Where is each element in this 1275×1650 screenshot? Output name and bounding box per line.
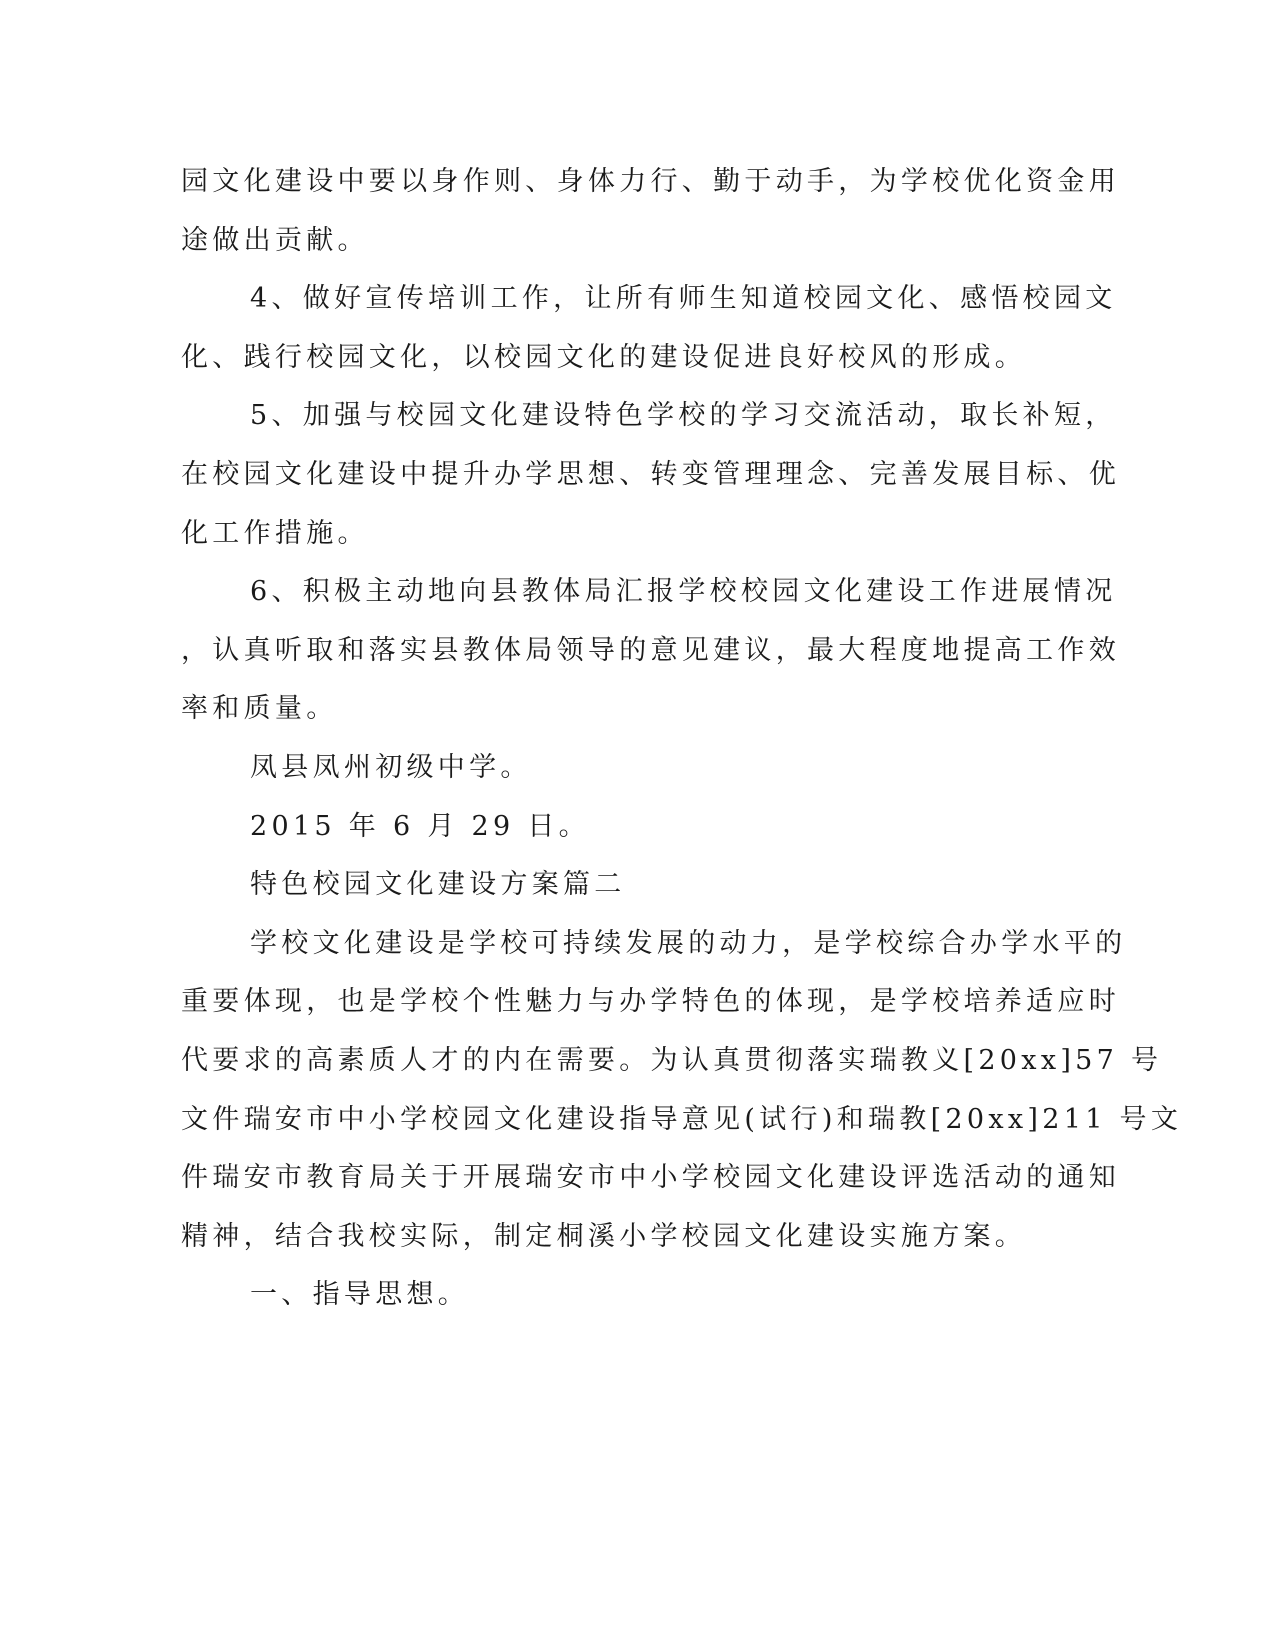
paragraph-line: 园文化建设中要以身作则、身体力行、勤于动手，为学校优化资金用: [181, 166, 1120, 197]
paragraph-line: 学校文化建设是学校可持续发展的动力，是学校综合办学水平的: [250, 928, 1127, 959]
paragraph-line: 文件瑞安市中小学校园文化建设指导意见(试行)和瑞教[20xx]211 号文: [181, 1104, 1183, 1135]
signature-organization: 凤县凤州初级中学。: [250, 752, 532, 783]
paragraph-line: 5、加强与校园文化建设特色学校的学习交流活动，取长补短，: [250, 400, 1117, 431]
paragraph-line: 精神，结合我校实际，制定桐溪小学校园文化建设实施方案。: [181, 1221, 1027, 1252]
heading-guiding-ideology: 一、指导思想。: [250, 1279, 470, 1310]
paragraph-line: ，认真听取和落实县教体局领导的意见建议，最大程度地提高工作效: [181, 635, 1120, 666]
paragraph-line: 6、积极主动地向县教体局汇报学校校园文化建设工作进展情况: [250, 576, 1117, 607]
section-title: 特色校园文化建设方案篇二: [250, 869, 626, 900]
paragraph-line: 4、做好宣传培训工作，让所有师生知道校园文化、感悟校园文: [250, 283, 1117, 314]
paragraph-line: 重要体现，也是学校个性魅力与办学特色的体现，是学校培养适应时: [181, 986, 1120, 1017]
paragraph-line: 化、践行校园文化，以校园文化的建设促进良好校风的形成。: [181, 342, 1027, 373]
paragraph-line: 率和质量。: [181, 693, 338, 724]
paragraph-line: 途做出贡献。: [181, 225, 369, 256]
paragraph-line: 化工作措施。: [181, 518, 369, 549]
paragraph-line: 代要求的高素质人才的内在需要。为认真贯彻落实瑞教义[20xx]57 号: [181, 1045, 1163, 1076]
paragraph-line: 件瑞安市教育局关于开展瑞安市中小学校园文化建设评选活动的通知: [181, 1162, 1120, 1193]
signature-date: 2015 年 6 月 29 日。: [250, 811, 590, 842]
paragraph-line: 在校园文化建设中提升办学思想、转变管理理念、完善发展目标、优: [181, 459, 1120, 490]
